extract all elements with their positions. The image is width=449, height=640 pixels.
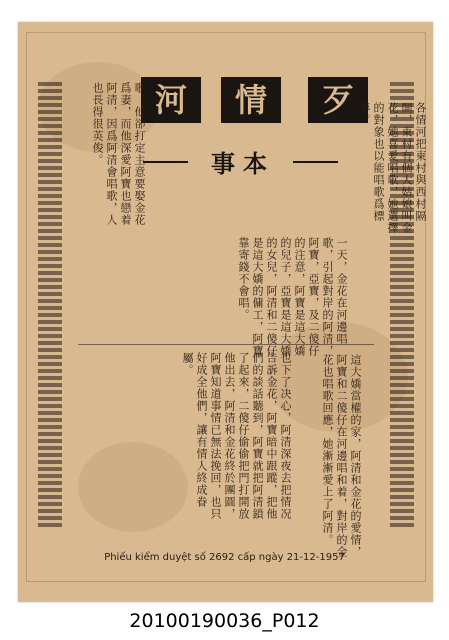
- subtitle-rule-right: [293, 161, 338, 163]
- section-divider: [78, 344, 374, 345]
- subtitle-rule-left: [143, 161, 188, 163]
- title-char-2: 情: [221, 77, 281, 123]
- document-sheet: [18, 22, 433, 602]
- title-char-1: 河: [141, 77, 201, 123]
- story-column: 一天，金花在河邊唱歌，引起對岸的阿清，阿寶，亞寶，及二傻仔的注意，阿寶是這大嬌的兒子，亞寶是這大嬌的女兒，阿清和二傻仔是這大嬌的傭工，阿寶靠寄錢不會唱。: [237, 237, 348, 357]
- left-decorative-bars: [38, 82, 62, 530]
- story-column: 各情河把東村與西村隔開，東村有個大姑娘叫金花，她喜愛唱歌，她選擇的對象也以能唱歌爲標準。: [358, 102, 427, 234]
- page-subtitle: 事本: [211, 149, 275, 178]
- story-column: 歌，他卻打定主意要娶金花爲妻，而他深愛阿寶也戀着阿清，因爲阿清會唱歌，人也長得很英俊。: [91, 82, 146, 226]
- archive-id-caption: 20100190036_P012: [129, 610, 320, 632]
- censorship-permit-line: Phiếu kiểm duyệt số 2692 cấp ngày 21-12-1957: [104, 552, 345, 563]
- story-column: 也下了决心，阿清深夜去把情况告訴金花，阿寶暗中跟蹤，把他們的談話聽到，阿寶就把阿清鎖了起來，二傻仔偷偷把門打開放他出去，阿清和金花終於團圓，阿寶知道事情已無法挽回，也只好成全他們，讓有情人終成眷屬。: [181, 352, 292, 520]
- title-char-3: 歹: [308, 77, 368, 123]
- story-column: 這大嬌當權的家，阿清和金花的愛情，阿寶和二傻仔在河邊唱和着，對岸的金花也唱歌回應，她漸漸愛上了阿清。: [321, 354, 362, 558]
